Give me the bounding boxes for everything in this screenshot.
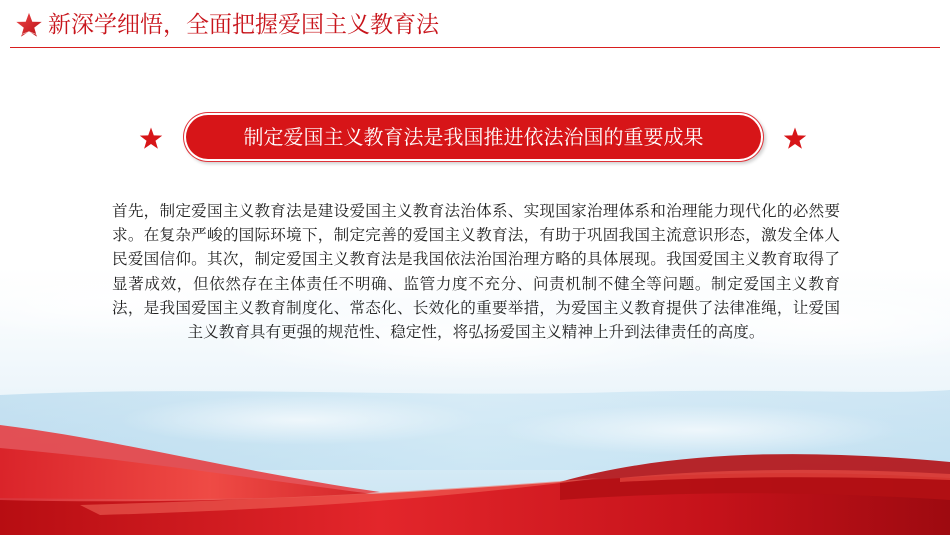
header [0,0,950,50]
page-title: 新深学细悟，全面把握爱国主义教育法 [48,12,439,38]
header-divider [10,47,940,48]
body-paragraph: 首先，制定爱国主义教育法是建设爱国主义教育法治体系、实现国家治理体系和治理能力现代化的必然要求。在复杂严峻的国际环境下，制定完善的爱国主义教育法，有助于巩固我国主流意识形态，激发全体人民爱国信仰。其次，制定爱国主义教育法是我国依法治国治理方略的具体展现。我国爱国主义教育取得了显著成效，但依然存在主体责任不明确、监管力度不充分、问责机制不健全等问题。制定爱国主义教育法，是我国爱国主义教育制度化、常态化、长效化的重要举措，为爱国主义教育提供了法律准绳，让爱国主义教育具有更强的规范性、稳定性，将弘扬爱国主义精神上升到法律责任的高度。 [112,202,840,342]
star-icon [783,127,807,150]
star-icon [139,127,163,150]
subtitle-banner [186,115,761,159]
star-icon [14,11,44,39]
subtitle-text: 制定爱国主义教育法是我国推进依法治国的重要成果 [243,125,704,149]
